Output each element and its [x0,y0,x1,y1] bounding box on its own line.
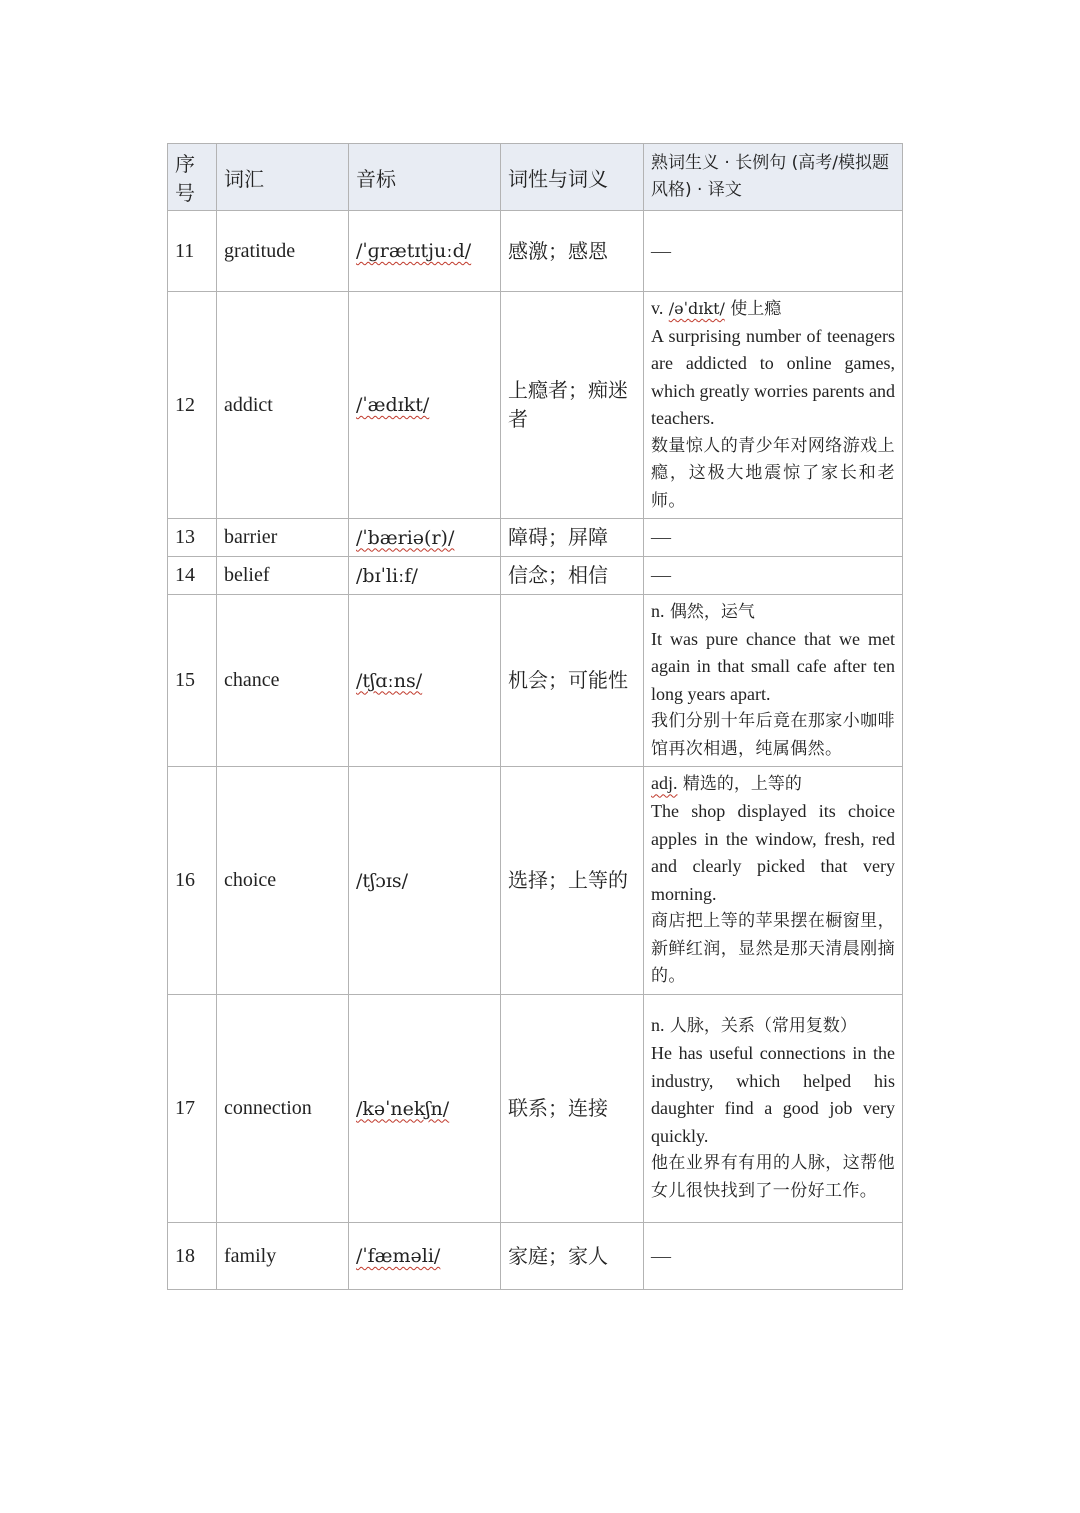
row-phonetic-cell [349,211,501,292]
example-sense [651,295,895,323]
row-phonetic-cell [349,995,501,1223]
example-sense [651,598,895,626]
vocabulary-table [167,143,903,1290]
row-word: family [217,1223,349,1290]
example-pos: v. [651,297,664,318]
row-phonetic: /ˈbæriə(r)/ [356,526,455,549]
example-pos: n. [651,1015,665,1035]
row-example: — [644,1223,903,1290]
example-sentence: The shop displayed its choice apples in the window, fresh, red and clearly picked that very morning. [651,801,895,904]
table-row [168,595,903,767]
row-phonetic-cell [349,595,501,767]
row-num: 11 [168,211,217,292]
row-meaning: 选择；上等的 [501,767,644,995]
example-sentence: It was pure chance that we met again in that small cafe after ten long years apart. [651,628,895,704]
row-word: choice [217,767,349,995]
row-num: 13 [168,519,217,557]
header-num: 序号 [168,144,217,211]
row-num: 18 [168,1223,217,1290]
row-num: 15 [168,595,217,767]
row-example: — [644,519,903,557]
row-example: — [644,211,903,292]
row-phonetic-cell [349,767,501,995]
row-phonetic: /ˈɡrætɪtjuːd/ [356,240,472,262]
row-phonetic-cell [349,1223,501,1290]
example-pos: adj. [651,773,678,794]
row-word: chance [217,595,349,767]
row-num: 14 [168,557,217,595]
example-translation: 数量惊人的青少年对网络游戏上瘾，这极大地震惊了家长和老师。 [651,435,895,511]
header-row [168,144,903,211]
table-row [168,767,903,995]
row-phonetic: /bɪˈliːf/ [356,564,418,587]
row-meaning: 机会；可能性 [501,595,644,767]
row-word: connection [217,995,349,1223]
row-meaning: 信念；相信 [501,557,644,595]
row-example [644,995,903,1223]
row-example: — [644,557,903,595]
example-gloss: 精选的，上等的 [682,774,802,795]
example-pos: n. [651,600,665,621]
example-sentence: A surprising number of teenagers are addicted to online games, which greatly worries parents and teachers. [651,325,895,429]
row-word: addict [217,292,349,519]
header-meaning: 词性与词义 [501,144,644,211]
table-body [168,211,903,1290]
row-phonetic: /ˈfæməli/ [356,1245,441,1267]
row-phonetic: /ˈædɪkt/ [356,394,430,416]
row-phonetic: /tʃɔɪs/ [356,869,409,892]
row-phonetic-cell [349,519,501,557]
table-header [168,144,903,211]
row-word: gratitude [217,211,349,292]
row-example [644,292,903,519]
row-phonetic: /tʃɑːns/ [356,669,423,692]
example-sense [651,1012,895,1040]
table-row [168,292,903,519]
example-translation: 他在业界有有用的人脉，这帮他女儿很快找到了一份好工作。 [651,1153,895,1201]
row-word: barrier [217,519,349,557]
header-example: 熟词生义 · 长例句 (高考/模拟题风格) · 译文 [644,144,903,211]
table-row [168,1223,903,1290]
table-row [168,995,903,1223]
header-word: 词汇 [217,144,349,211]
row-meaning: 障碍；屏障 [501,519,644,557]
example-sense [651,770,895,798]
example-translation: 商店把上等的苹果摆在橱窗里，新鲜红润，显然是那天清晨刚摘的。 [651,911,895,987]
row-meaning: 家庭；家人 [501,1223,644,1290]
example-translation: 我们分别十年后竟在那家小咖啡馆再次相遇，纯属偶然。 [651,711,895,759]
row-num: 16 [168,767,217,995]
row-meaning: 上瘾者；痴迷者 [501,292,644,519]
example-sentence: He has useful connections in the industry, which helped his daughter find a good job very quickly. [651,1043,895,1146]
row-meaning: 感激；感恩 [501,211,644,292]
example-gloss: 使上瘾 [730,298,782,319]
example-gloss: 偶然，运气 [669,601,755,622]
table-row [168,519,903,557]
row-num: 17 [168,995,217,1223]
row-meaning: 联系；连接 [501,995,644,1223]
row-phonetic: /kəˈnekʃn/ [356,1097,450,1120]
row-example [644,767,903,995]
row-example [644,595,903,767]
row-phonetic-cell [349,292,501,519]
row-num: 12 [168,292,217,519]
example-gloss: 人脉，关系（常用复数） [669,1016,857,1036]
row-word: belief [217,557,349,595]
row-phonetic-cell [349,557,501,595]
example-phonetic: /əˈdɪkt/ [668,298,725,318]
header-phonetic: 音标 [349,144,501,211]
table-row [168,557,903,595]
table-row [168,211,903,292]
